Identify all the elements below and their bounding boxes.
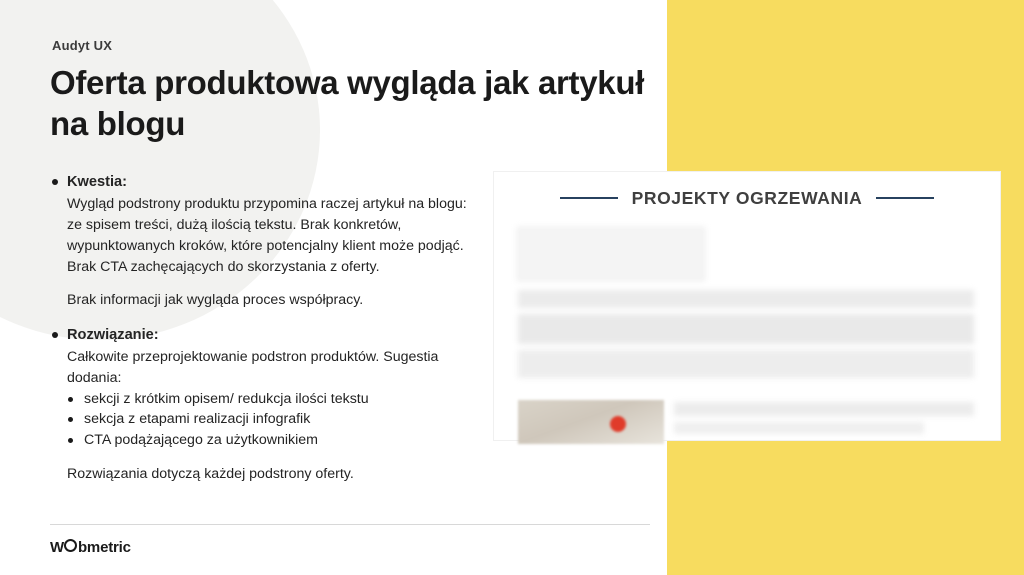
page-title: Oferta produktowa wygląda jak artykuł na blogu	[50, 64, 645, 143]
list-item: sekcja z etapami realizacji infografik	[67, 409, 472, 430]
issue-block	[52, 172, 472, 311]
logo-circle-icon	[64, 539, 77, 552]
photo-red-accent	[610, 416, 626, 432]
issue-note: Brak informacji jak wygląda proces współpracy.	[67, 292, 364, 309]
solution-heading: Rozwiązanie:	[67, 326, 159, 343]
issue-heading-row	[52, 172, 472, 193]
list-item: sekcji z krótkim opisem/ redukcja ilości tekstu	[67, 389, 472, 410]
solution-block	[52, 325, 472, 485]
bullet-dot-icon	[52, 179, 58, 185]
slide-eyebrow: Audyt UX	[52, 38, 113, 53]
list-item: CTA podążającego za użytkownikiem	[67, 430, 472, 451]
issue-heading: Kwestia:	[67, 174, 128, 190]
footer-divider	[50, 524, 650, 525]
solution-list	[67, 389, 472, 451]
solution-heading-row	[52, 325, 472, 346]
blurred-box-toc	[518, 228, 704, 280]
blurred-text-line	[674, 402, 974, 416]
bullet-dot-icon	[52, 332, 58, 338]
solution-note: Rozwiązania dotyczą każdej podstrony oferty.	[67, 465, 354, 482]
logo-text-pre: W	[50, 539, 64, 556]
brand-logo	[50, 539, 131, 556]
blurred-photo	[518, 400, 664, 444]
blurred-text-line	[518, 314, 974, 344]
screenshot-title: PROJEKTY OGRZEWANIA	[631, 187, 863, 208]
rule-right	[876, 197, 934, 199]
website-screenshot-mock	[494, 172, 1000, 440]
issue-paragraph: Wygląd podstrony produktu przypomina raczej artykuł na blogu: ze spisem treści, dużą ilością tekstu. Brak konkretów, wypunktowanych kroków, które potencjalny klient może podjąć. Brak CTA zachęcających do skorzystania z oferty.	[67, 196, 467, 275]
blurred-text-line	[518, 290, 974, 308]
body-column	[52, 172, 472, 491]
rule-left	[560, 197, 618, 199]
screenshot-header	[494, 180, 1000, 216]
logo-text-post: bmetric	[77, 539, 131, 556]
blurred-text-line	[518, 350, 974, 378]
blurred-text-line	[674, 422, 924, 434]
solution-paragraph: Całkowite przeprojektowanie podstron produktów. Sugestia dodania:	[67, 349, 439, 386]
